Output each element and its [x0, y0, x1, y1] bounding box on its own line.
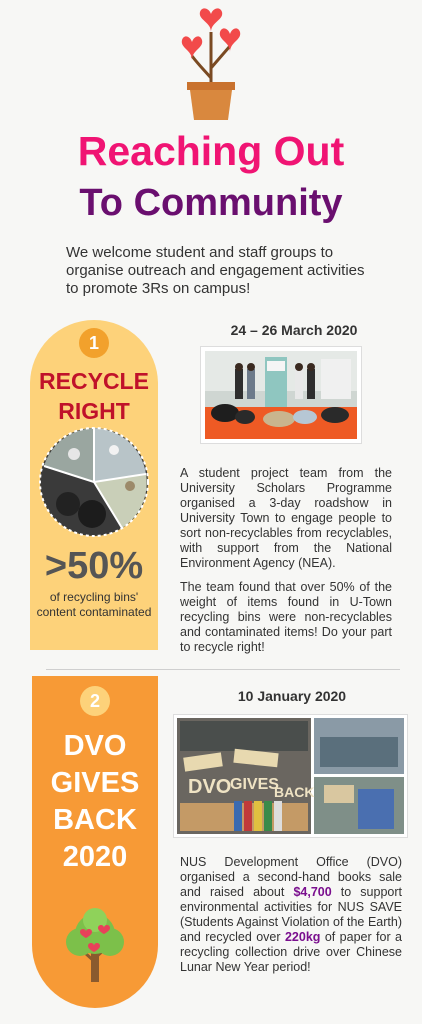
- section-number-badge: 1: [79, 328, 109, 358]
- panel-title: [32, 728, 158, 876]
- section-divider: [46, 669, 400, 670]
- photo-sign-text: BACK: [274, 784, 315, 800]
- event-date: 10 January 2020: [237, 688, 347, 704]
- amount-raised: $4,700: [293, 885, 332, 899]
- heart-tree-icon: [64, 906, 126, 984]
- book-sale-description: [180, 855, 402, 975]
- panel-title-line: DVO: [63, 730, 127, 762]
- paper-recycled-weight: 220kg: [284, 930, 321, 944]
- photo-sign-text: GIVES: [230, 776, 279, 793]
- photo-sign-text: DVO: [188, 776, 232, 798]
- stat-caption: of recycling bins' content contaminated: [36, 590, 152, 619]
- roadshow-description: A student project team from the University Scholars Programme organised a 3-day roadshow in University Town to engage people to sort non-recyclables from recyclables, with support from the National Environment Agency (NEA).: [180, 466, 392, 570]
- book-sale-photo: [173, 714, 408, 838]
- panel-title-line: RECYCLE: [39, 368, 149, 394]
- event-date: 24 – 26 March 2020: [230, 322, 358, 338]
- roadshow-photo: [200, 346, 362, 444]
- roadshow-finding: The team found that over 50% of the weight of items found in U-Town recycling bins were non-recyclables and contaminated items! Do your part to recycle right!: [180, 580, 392, 654]
- recycling-pie-icon: [38, 426, 150, 538]
- description-text: NUS Development Office (DVO) organised a second-hand books sale and raised about: [180, 855, 402, 899]
- description-text: of paper for a recycling collection drive over Chinese Lunar New Year period!: [180, 930, 403, 974]
- title-line-1: Reaching Out: [77, 128, 345, 174]
- panel-title-line: BACK: [53, 804, 137, 836]
- section-number-badge: 2: [80, 686, 110, 716]
- panel-title-line: 2020: [62, 841, 128, 873]
- panel-title-line: RIGHT: [58, 398, 130, 424]
- intro-text: We welcome student and staff groups to organise outreach and engagement activities to promote 3Rs on campus!: [66, 244, 365, 297]
- heart-plant-pot-icon: [176, 8, 246, 122]
- title-line-2: To Community: [79, 182, 343, 224]
- description-text: to support environmental activities for NUS SAVE (Students Against Violation of the Earth) and recycled over: [180, 885, 402, 944]
- contamination-stat: >50%: [44, 545, 144, 587]
- panel-title: [30, 366, 158, 426]
- panel-title-line: GIVES: [50, 767, 140, 799]
